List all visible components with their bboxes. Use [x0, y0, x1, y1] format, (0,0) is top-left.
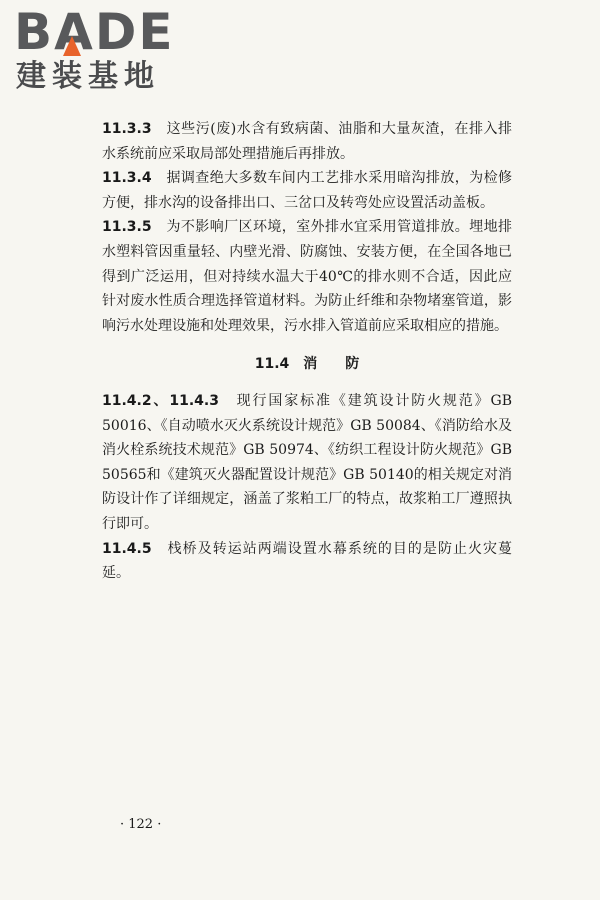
bade-logo [14, 3, 184, 96]
clause-11-4-2-3 [102, 389, 512, 537]
clause-number: 11.4.2、11.4.3 [102, 392, 219, 409]
clause-11-4-5 [102, 537, 512, 586]
clause-text: 栈桥及转运站两端设置水幕系统的目的是防止火灾蔓延。 [102, 540, 513, 582]
clause-text: 现行国家标准《建筑设计防火规范》GB 50016、《自动喷水灭火系统设计规范》GB 50084、《消防给水及消火栓系统技术规范》GB 50974、《纺织工程设计防火规范》GB 50565和《建筑灭火器配置设计规范》GB 50140的相关规定对消防设计作了详细规定，涵盖了浆粕工厂的特点，故浆粕工厂遵照执行即可。 [102, 392, 512, 532]
clause-11-3-5 [102, 215, 512, 338]
clause-number: 11.3.3 [102, 121, 152, 137]
document-body [102, 117, 512, 586]
logo-orange-triangle [63, 36, 81, 56]
clause-number: 11.3.5 [102, 219, 152, 236]
clause-number: 11.4.5 [102, 540, 152, 557]
logo-wordmark: BA DE [14, 3, 175, 61]
clause-11-3-3 [102, 117, 512, 166]
clause-number: 11.3.4 [102, 170, 152, 187]
clause-text: 据调查绝大多数车间内工艺排水采用暗沟排放，为检修方便，排水沟的设备排出口、三岔口及转弯处应设置活动盖板。 [102, 170, 513, 211]
clause-11-3-4 [102, 166, 512, 215]
logo-chinese: 建装基地 [16, 59, 160, 94]
page-number: · 122 · [120, 817, 162, 832]
clause-text: 这些污(废)水含有致病菌、油脂和大量灰渣，在排入排水系统前应采取局部处理措施后再排放。 [102, 121, 512, 162]
section-heading: 11.4 消 防 [254, 356, 360, 373]
logo-letter-a: A [54, 3, 95, 61]
clause-text: 为不影响厂区环境，室外排水宜采用管道排放。埋地排水塑料管因重量轻、内壁光滑、防腐蚀、安装方便，在全国各地已得到广泛运用，但对持续水温大于40℃的排水则不合适，因此应针对废水性质合理选择管道材料。为防止纤维和杂物堵塞管道，影响污水处理设施和处理效果，污水排入管道前应采取相应的措施。 [102, 219, 513, 334]
